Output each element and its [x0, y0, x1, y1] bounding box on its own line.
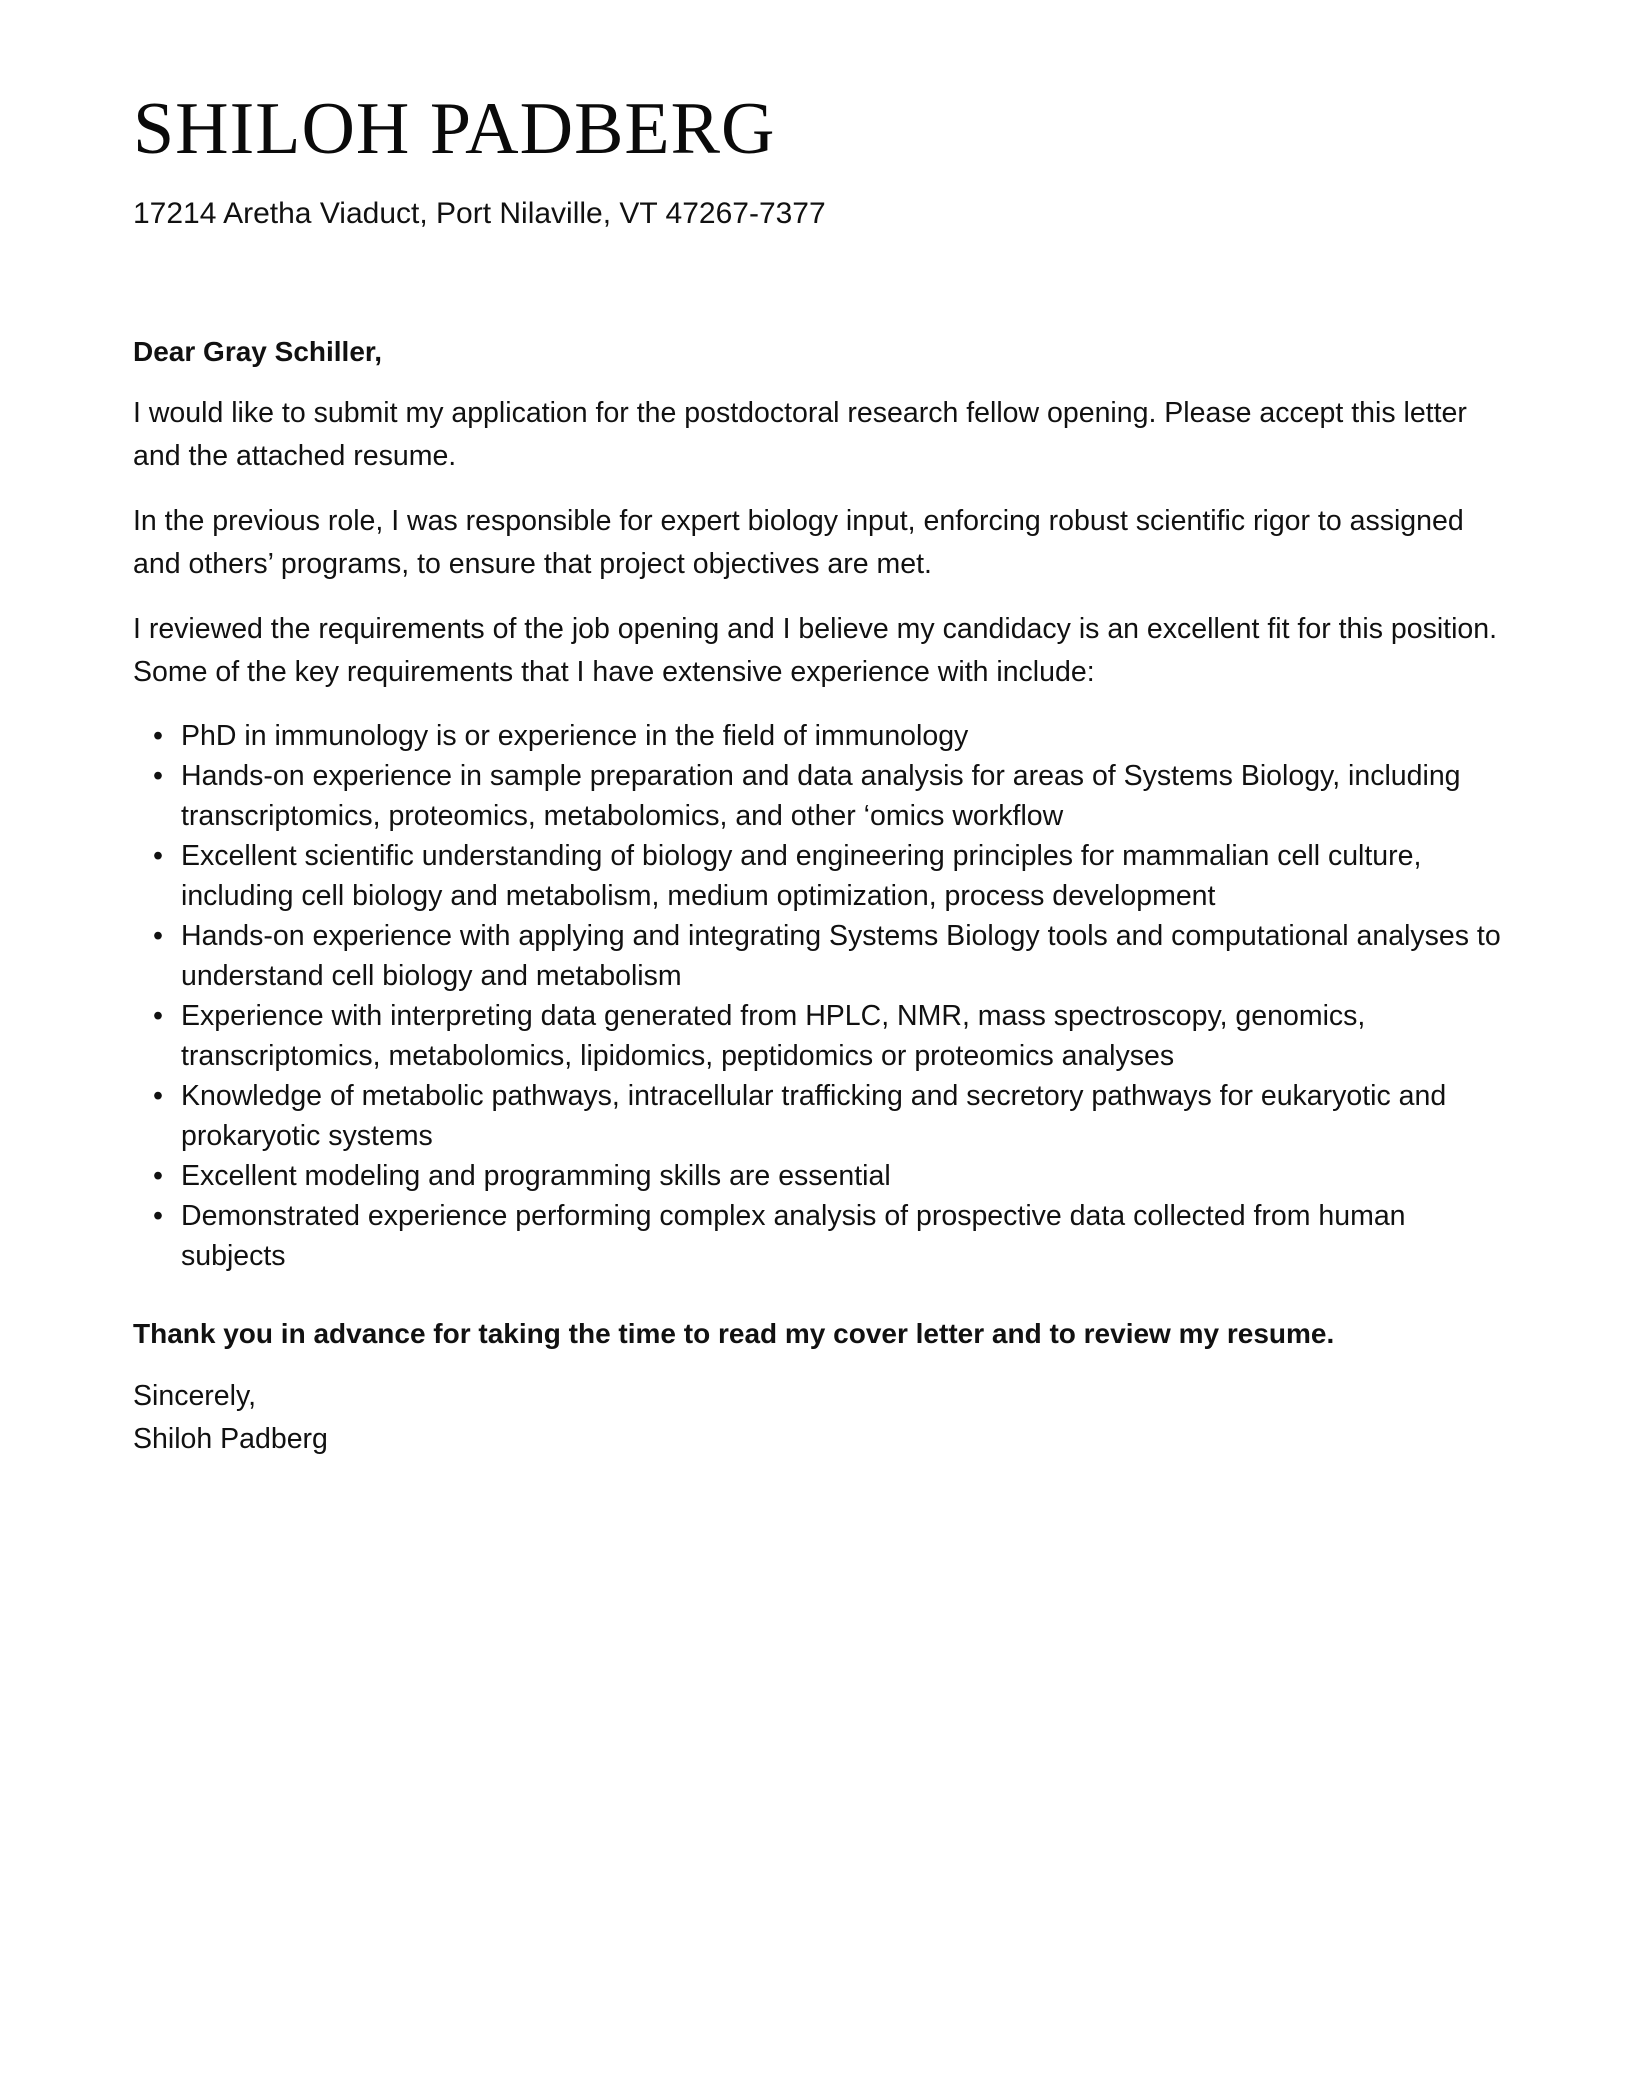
- list-item-text: Excellent scientific understanding of biology and engineering principles for mammalian cell culture, including cell biology and metabolism, medium optimization, process development: [181, 840, 1422, 913]
- list-item-text: Demonstrated experience performing complex analysis of prospective data collected from human subjects: [181, 1200, 1406, 1273]
- applicant-address: 17214 Aretha Viaduct, Port Nilaville, VT 47267-7377: [133, 197, 826, 230]
- list-item: [133, 1076, 1503, 1156]
- applicant-name: SHILOH PADBERG: [133, 88, 776, 170]
- bullet-icon: •: [153, 1160, 163, 1193]
- signoff: Sincerely,: [133, 1379, 257, 1412]
- bullet-icon: •: [153, 1000, 163, 1033]
- list-item-text: Experience with interpreting data generated from HPLC, NMR, mass spectroscopy, genomics, transcriptomics, metabolomics, lipidomics, peptidomics or proteomics analyses: [181, 1000, 1366, 1073]
- list-item: [133, 716, 1503, 756]
- bullet-icon: •: [153, 760, 163, 793]
- cover-letter: [133, 80, 1503, 1461]
- list-item: [133, 1156, 1503, 1196]
- list-item-text: Knowledge of metabolic pathways, intracellular trafficking and secretory pathways for eukaryotic and prokaryotic systems: [181, 1080, 1447, 1153]
- requirements-list: [133, 716, 1503, 1276]
- list-item: [133, 996, 1503, 1076]
- thank-you-line: Thank you in advance for taking the time to read my cover letter and to review my resume.: [133, 1318, 1335, 1350]
- list-item-text: Excellent modeling and programming skills are essential: [181, 1160, 891, 1193]
- bullet-icon: •: [153, 1200, 163, 1233]
- list-item-text: Hands-on experience in sample preparation and data analysis for areas of Systems Biology, including transcriptomics, proteomics, metabolomics, and other ‘omics workflow: [181, 760, 1461, 833]
- list-item: [133, 1196, 1503, 1276]
- requirements-intro-paragraph: I reviewed the requirements of the job opening and I believe my candidacy is an excellent fit for this position. Some of the key requirements that I have extensive experience with include:: [133, 613, 1498, 689]
- list-item-text: PhD in immunology is or experience in the field of immunology: [181, 720, 969, 753]
- signature: Shiloh Padberg: [133, 1422, 328, 1455]
- list-item-text: Hands-on experience with applying and integrating Systems Biology tools and computational analyses to understand cell biology and metabolism: [181, 920, 1501, 993]
- bullet-icon: •: [153, 720, 163, 753]
- bullet-icon: •: [153, 840, 163, 873]
- bullet-icon: •: [153, 920, 163, 953]
- previous-role-paragraph: In the previous role, I was responsible for expert biology input, enforcing robust scientific rigor to assigned and others’ programs, to ensure that project objectives are met.: [133, 505, 1464, 581]
- list-item: [133, 916, 1503, 996]
- bullet-icon: •: [153, 1080, 163, 1113]
- list-item: [133, 756, 1503, 836]
- closing: [133, 1375, 1503, 1461]
- list-item: [133, 836, 1503, 916]
- greeting: Dear Gray Schiller,: [133, 336, 383, 367]
- intro-paragraph: I would like to submit my application for the postdoctoral research fellow opening. Please accept this letter and the attached resume.: [133, 397, 1467, 473]
